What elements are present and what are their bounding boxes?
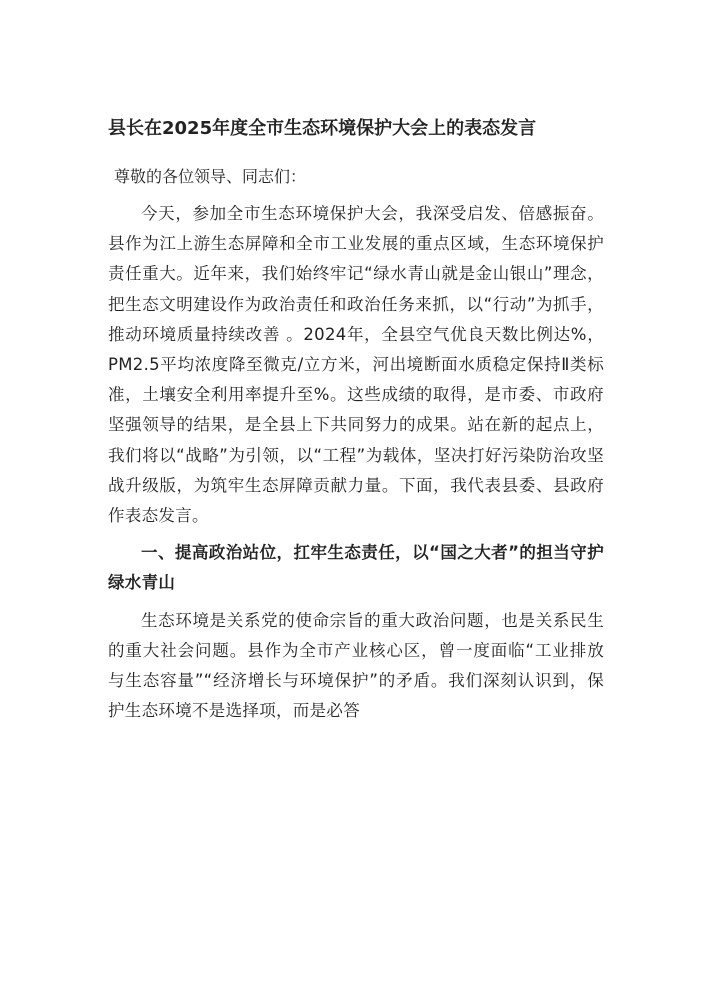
salutation: 尊敬的各位领导、同志们： xyxy=(114,167,307,186)
document-title: 县长在2025年度全市生态环境保护大会上的表态发言 xyxy=(108,118,537,139)
paragraph-section-1: 生态环境是关系党的使命宗旨的重大政治问题，也是关系民生的重大社会问题。县作为全市产业核心区，曾一度面临“工业排放与生态容量”“经济增长与环境保护”的矛盾。我们深刻认识到，保护生态环境不是选择项，而是必答 xyxy=(108,610,604,721)
paragraph-intro: 今天，参加全市生态环境保护大会，我深受启发、倍感振奋。县作为江上游生态屏障和全市工业发展的重点区域，生态环境保护责任重大。近年来，我们始终牢记“绿水青山就是金山银山”理念，把生态文明建设作为政治责任和政治任务来抓，以“行动”为抓手，推动环境质量持续改善 。2024年，全县空气优良天数比例达%，PM2.5平均浓度降至微克/立方米，河出境断面水质稳定保持Ⅱ类标准，土壤安全利用率提升至%。这些成绩的取得，是市委、市政府坚强领导的结果，是全县上下共同努力的成果。站在新的起点上，我们将以“战略”为引领，以“工程”为载体，坚决打好污染防治攻坚战升级版，为筑牢生态屏障贡献力量。下面，我代表县委、县政府作表态发言。 xyxy=(108,204,604,526)
section-heading-1: 一、提高政治站位，扛牢生态责任，以“国之大者”的担当守护绿水青山 xyxy=(108,543,604,593)
document-body xyxy=(108,114,604,733)
